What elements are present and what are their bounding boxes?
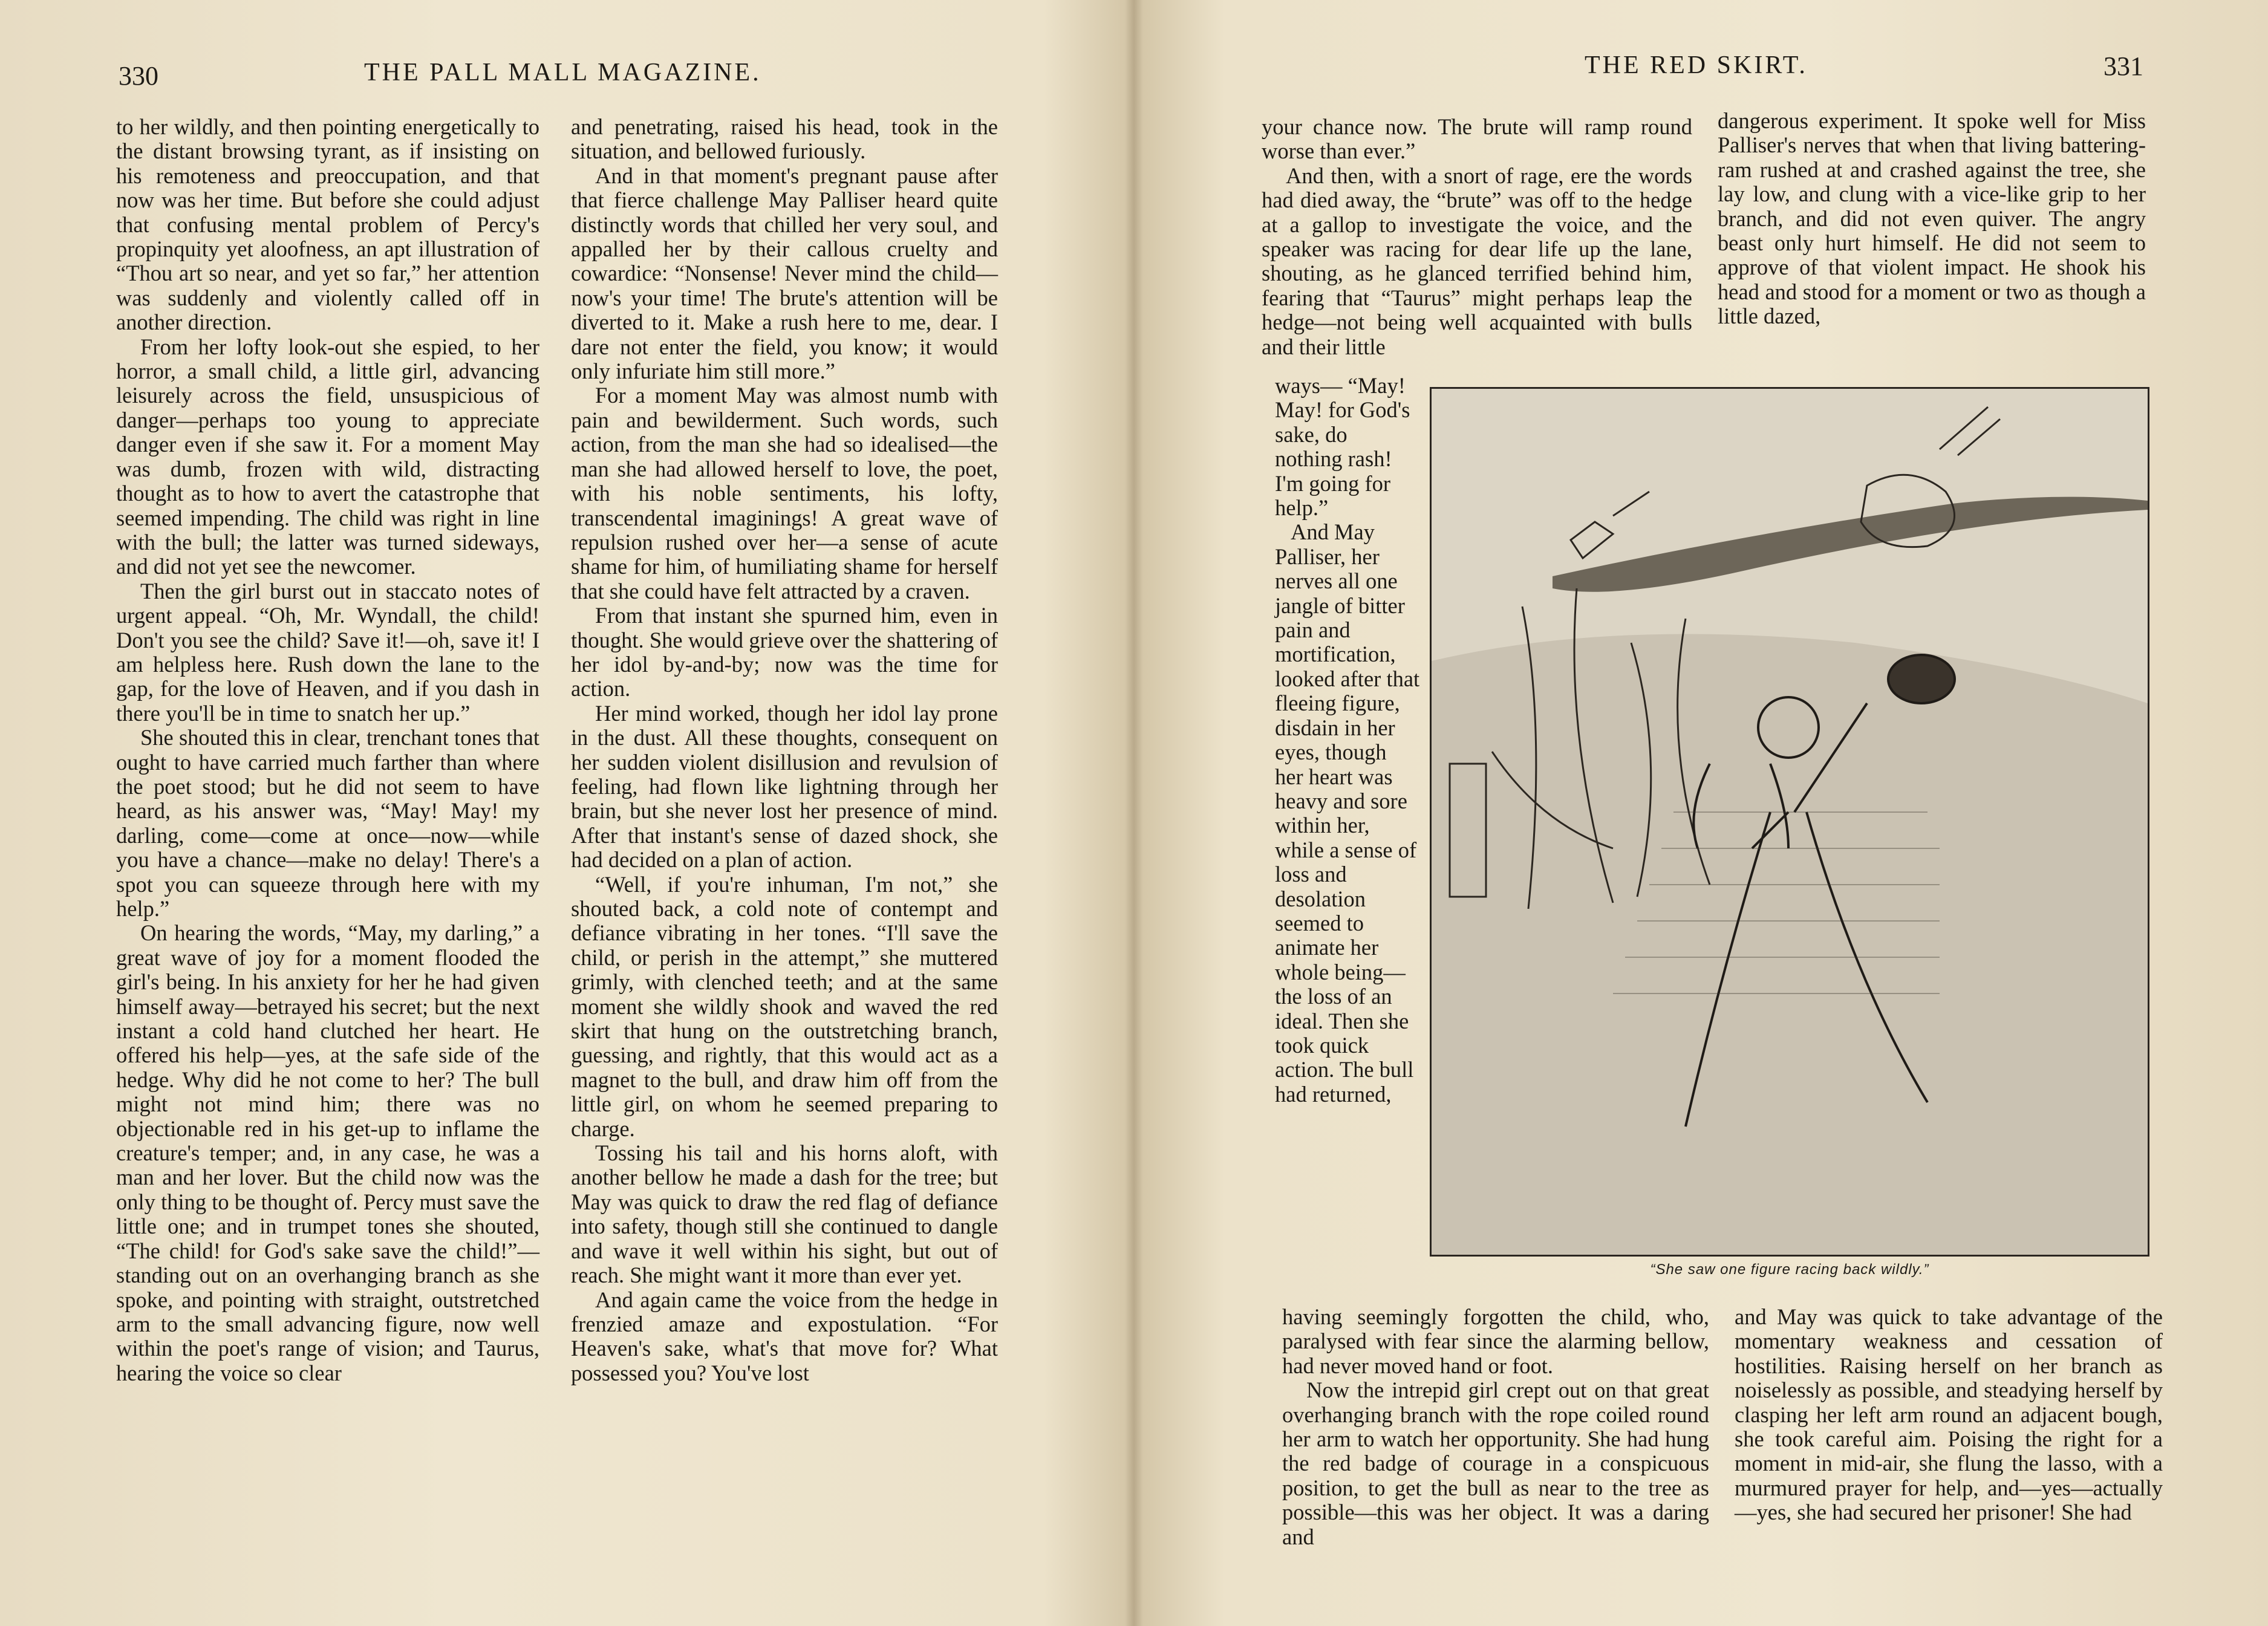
right-column-1-bottom bbox=[1282, 1305, 1709, 1549]
paragraph: having seemingly forgotten the child, who, paralysed with fear since the alarming bellow, had never moved hand or foot. bbox=[1282, 1304, 1709, 1378]
paragraph: On hearing the words, “May, my darling,” a great wave of joy for a moment flooded the girl's being. In his anxiety for her he had given himself away—betrayed his secret; but the next instant a cold hand clutched her heart. He offered his help—yes, at the safe side of the hedge. Why did he not come to her? The bull might not mind him; there was no objectionable red in his get-up to inflame the creature's temper; and, in any case, he was a man and her lover. But the child now was the only thing to be thought of. Percy must save the little one; and in trumpet tones she shouted, “The child! for God's sake save the child!”—standing out on an overhanging branch as she spoke, and pointing with straight, outstretched arm to the small advancing figure, now well within the poet's range of vision; and Taurus, hearing the voice so clear bbox=[116, 920, 539, 1385]
paragraph: dangerous experiment. It spoke well for Miss Palliser's nerves that when that living battering-ram rushed at and crashed against the tree, she lay low, and clung with a vice-like grip to her branch, and did not even quiver. The angry beast only hurt himself. He did not seem to approve of that violent impact. He shook his head and stood for a moment or two as though a little dazed, bbox=[1718, 108, 2146, 329]
illustration bbox=[1430, 387, 2149, 1257]
page-number-left: 330 bbox=[119, 61, 158, 91]
narrow-text-beside-illustration bbox=[1275, 374, 1420, 1107]
paragraph: And in that moment's pregnant pause after that fierce challenge May Palliser heard quite distinctly words that chilled her very soul, and appalled her by their callous cruelty and cowardice: “Nonsense! Never mind the child—now's your time! The brute's attention will be diverted to it. Make a rush here to me, dear. I dare not enter the field, you know; it would only infuriate him still more.” bbox=[571, 163, 998, 384]
paragraph: Now the intrepid girl crept out on that great overhanging branch with the rope coiled round her arm to watch her opportunity. She had hung the red badge of courage in a conspicuous position, to get the bull as near to the tree as possible—this was her object. It was a daring and bbox=[1282, 1377, 1709, 1549]
page-number-right: 331 bbox=[2103, 51, 2143, 81]
paragraph: From that instant she spurned him, even in thought. She would grieve over the shattering of her idol by-and-by; now was the time for action. bbox=[571, 603, 998, 701]
running-head-left: THE PALL MALL MAGAZINE. bbox=[364, 59, 761, 86]
paragraph: “Well, if you're inhuman, I'm not,” she shouted back, a cold note of contempt and defiance vibrating in her tones. “I'll save the child, or perish in the attempt,” she muttered grimly, with clenched teeth; and at the same moment she wildly shook and waved the red skirt that hung on the outstretching branch, guessing, and rightly, that this would act as a magnet to the bull, and draw him off from the little girl, on whom he seemed preparing to charge. bbox=[571, 871, 998, 1141]
paragraph: For a moment May was almost numb with pain and bewilderment. Such words, such action, from the man she had so idealised—the man she had allowed herself to love, the poet, with his noble sentiments, his lofty, transcendental imaginings! A great wave of repulsion rushed over her—a sense of acute shame for him, of humiliating shame for herself that she could have felt attracted by a craven. bbox=[571, 383, 998, 603]
paragraph: your chance now. The brute will ramp round worse than ever.” bbox=[1262, 114, 1692, 164]
paragraph: Her mind worked, though her idol lay prone in the dust. All these thoughts, consequent on her sudden violent disillusion and revulsion of feeling, had flown like lightning through her brain, but she never lost her presence of mind. After that instant's sense of dazed shock, she had decided on a plan of action. bbox=[571, 700, 998, 873]
running-head-right: THE RED SKIRT. bbox=[1585, 51, 1808, 79]
paragraph: ways— “May! May! for God's sake, do nothing rash! I'm going for help.” bbox=[1275, 373, 1410, 521]
illustration-drawing bbox=[1432, 389, 2148, 1255]
right-column-1-top bbox=[1262, 115, 1692, 359]
paragraph: and penetrating, raised his head, took in the situation, and bellowed furiously. bbox=[571, 114, 998, 164]
paragraph: And then, with a snort of rage, ere the words had died away, the “brute” was off to the hedge at a gallop to investigate the voice, and the speaker was racing for dear life up the lane, shouting, as he glanced terrified behind him, fearing that “Taurus” might perhaps leap the hedge—not being well acquainted with bulls and their little bbox=[1262, 163, 1692, 359]
paragraph: From her lofty look-out she espied, to her horror, a small child, a little girl, advancing leisurely across the field, unsuspicious of danger—perhaps too young to appreciate danger even if she saw it. For a moment May was dumb, frozen with wild, distracting thought as to how to avert the catastrophe that seemed impending. The child was right in line with the bull; the latter was turned sideways, and did not yet see the newcomer. bbox=[116, 334, 539, 579]
paragraph: to her wildly, and then pointing energetically to the distant browsing tyrant, as if insisting on his remoteness and preoccupation, and that now was her time. But before she could adjust that confusing mental problem of Percy's propinquity yet aloofness, an apt illustration of “Thou art so near, and yet so far,” her attention was suddenly and violently called off in another direction. bbox=[116, 114, 539, 335]
paragraph: Then the girl burst out in staccato notes of urgent appeal. “Oh, Mr. Wyndall, the child! Don't you see the child? Save it!—oh, save it! I am helpless here. Rush down the lane to the gap, for the love of Heaven, and if you dash in there you'll be in time to snatch her up.” bbox=[116, 578, 539, 726]
paragraph: Tossing his tail and his horns aloft, with another bellow he made a dash for the tree; but May was quick to draw the red flag of defiance into safety, though still she continued to dangle and wave it well within his sight, but out of reach. She might want it more than ever yet. bbox=[571, 1140, 998, 1288]
paragraph: And May Palliser, her nerves all one jangle of bitter pain and mortification, looked after that fleeing figure, disdain in her eyes, though her heart was heavy and sore within her, while a sense of loss and desolation seemed to animate her whole being—the loss of an ideal. Then she took quick action. The bull had returned, bbox=[1275, 519, 1420, 1107]
left-column-2 bbox=[571, 115, 998, 1385]
paragraph: She shouted this in clear, trenchant tones that ought to have carried much farther than where the poet stood; but he did not seem to have heard, as his answer was, “May! May! my darling, come—come at once—now—while you have a chance—make no delay! There's a spot you can squeeze through here with my help.” bbox=[116, 725, 539, 921]
left-column-1 bbox=[116, 115, 539, 1385]
right-column-2-top bbox=[1718, 109, 2146, 329]
right-column-2-bottom bbox=[1735, 1305, 2163, 1525]
page-gutter bbox=[1125, 0, 1143, 1626]
paragraph: and May was quick to take advantage of the momentary weakness and cessation of hostilities. Raising herself on her branch as noiselessly as possible, and steadying herself by clasping her left arm round an adjacent bough, she took careful aim. Poising the right for a moment in mid-air, she flung the lasso, with a murmured prayer for help, and—yes—actually—yes, she had secured her prisoner! She had bbox=[1735, 1304, 2163, 1525]
illustration-caption: “She saw one figure racing back wildly.” bbox=[1650, 1261, 1929, 1278]
paragraph: And again came the voice from the hedge in frenzied amaze and expostulation. “For Heaven's sake, what's that move for? What possessed you? You've lost bbox=[571, 1287, 998, 1385]
